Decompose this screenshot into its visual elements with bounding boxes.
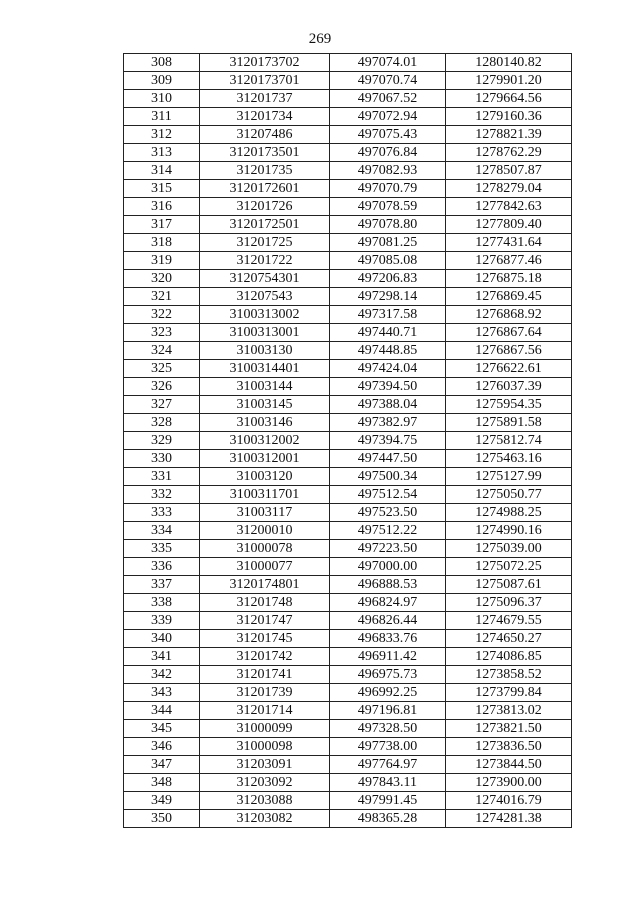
y-coordinate-cell: 1276037.39	[446, 378, 572, 396]
table-row	[124, 810, 572, 828]
point-id-cell: 3120173702	[200, 54, 330, 72]
y-coordinate-cell: 1276868.92	[446, 306, 572, 324]
row-number-cell: 325	[124, 360, 200, 378]
x-coordinate-cell: 497764.97	[330, 756, 446, 774]
x-coordinate-cell: 497394.50	[330, 378, 446, 396]
y-coordinate-cell: 1276622.61	[446, 360, 572, 378]
x-coordinate-cell: 497738.00	[330, 738, 446, 756]
point-id-cell: 31003144	[200, 378, 330, 396]
row-number-cell: 317	[124, 216, 200, 234]
y-coordinate-cell: 1279160.36	[446, 108, 572, 126]
table-row	[124, 486, 572, 504]
x-coordinate-cell: 497328.50	[330, 720, 446, 738]
x-coordinate-cell: 497317.58	[330, 306, 446, 324]
x-coordinate-cell: 497991.45	[330, 792, 446, 810]
x-coordinate-cell: 497298.14	[330, 288, 446, 306]
row-number-cell: 321	[124, 288, 200, 306]
table-row	[124, 648, 572, 666]
table-row	[124, 90, 572, 108]
y-coordinate-cell: 1275812.74	[446, 432, 572, 450]
table-row	[124, 594, 572, 612]
table-row	[124, 774, 572, 792]
table-row	[124, 324, 572, 342]
point-id-cell: 31201747	[200, 612, 330, 630]
table-row	[124, 360, 572, 378]
x-coordinate-cell: 497424.04	[330, 360, 446, 378]
table-row	[124, 702, 572, 720]
table-row	[124, 630, 572, 648]
table-row	[124, 54, 572, 72]
row-number-cell: 316	[124, 198, 200, 216]
y-coordinate-cell: 1276867.56	[446, 342, 572, 360]
row-number-cell: 338	[124, 594, 200, 612]
row-number-cell: 335	[124, 540, 200, 558]
table-row	[124, 468, 572, 486]
point-id-cell: 31201739	[200, 684, 330, 702]
coordinates-table-body	[124, 54, 572, 828]
row-number-cell: 318	[124, 234, 200, 252]
x-coordinate-cell: 497070.74	[330, 72, 446, 90]
x-coordinate-cell: 497500.34	[330, 468, 446, 486]
row-number-cell: 337	[124, 576, 200, 594]
table-row	[124, 216, 572, 234]
table-row	[124, 270, 572, 288]
x-coordinate-cell: 497512.54	[330, 486, 446, 504]
x-coordinate-cell: 497081.25	[330, 234, 446, 252]
row-number-cell: 333	[124, 504, 200, 522]
row-number-cell: 336	[124, 558, 200, 576]
point-id-cell: 31201741	[200, 666, 330, 684]
y-coordinate-cell: 1275072.25	[446, 558, 572, 576]
x-coordinate-cell: 497074.01	[330, 54, 446, 72]
row-number-cell: 308	[124, 54, 200, 72]
y-coordinate-cell: 1274650.27	[446, 630, 572, 648]
table-row	[124, 72, 572, 90]
y-coordinate-cell: 1275096.37	[446, 594, 572, 612]
x-coordinate-cell: 497440.71	[330, 324, 446, 342]
table-row	[124, 108, 572, 126]
point-id-cell: 31201734	[200, 108, 330, 126]
table-row	[124, 504, 572, 522]
x-coordinate-cell: 496975.73	[330, 666, 446, 684]
row-number-cell: 329	[124, 432, 200, 450]
row-number-cell: 322	[124, 306, 200, 324]
y-coordinate-cell: 1277842.63	[446, 198, 572, 216]
table-row	[124, 576, 572, 594]
y-coordinate-cell: 1280140.82	[446, 54, 572, 72]
x-coordinate-cell: 497388.04	[330, 396, 446, 414]
row-number-cell: 314	[124, 162, 200, 180]
point-id-cell: 31000098	[200, 738, 330, 756]
row-number-cell: 340	[124, 630, 200, 648]
point-id-cell: 3100313002	[200, 306, 330, 324]
y-coordinate-cell: 1276875.18	[446, 270, 572, 288]
table-row	[124, 720, 572, 738]
y-coordinate-cell: 1274679.55	[446, 612, 572, 630]
row-number-cell: 342	[124, 666, 200, 684]
row-number-cell: 311	[124, 108, 200, 126]
table-row	[124, 378, 572, 396]
point-id-cell: 3120172501	[200, 216, 330, 234]
point-id-cell: 31003130	[200, 342, 330, 360]
table-row	[124, 738, 572, 756]
x-coordinate-cell: 497206.83	[330, 270, 446, 288]
page-number: 269	[308, 31, 332, 47]
y-coordinate-cell: 1277431.64	[446, 234, 572, 252]
point-id-cell: 31207486	[200, 126, 330, 144]
y-coordinate-cell: 1274086.85	[446, 648, 572, 666]
y-coordinate-cell: 1275127.99	[446, 468, 572, 486]
y-coordinate-cell: 1275954.35	[446, 396, 572, 414]
point-id-cell: 3100312002	[200, 432, 330, 450]
point-id-cell: 3120172601	[200, 180, 330, 198]
row-number-cell: 341	[124, 648, 200, 666]
table-row	[124, 666, 572, 684]
y-coordinate-cell: 1278762.29	[446, 144, 572, 162]
y-coordinate-cell: 1273844.50	[446, 756, 572, 774]
row-number-cell: 339	[124, 612, 200, 630]
point-id-cell: 31003117	[200, 504, 330, 522]
y-coordinate-cell: 1275087.61	[446, 576, 572, 594]
table-row	[124, 162, 572, 180]
x-coordinate-cell: 497085.08	[330, 252, 446, 270]
x-coordinate-cell: 497078.59	[330, 198, 446, 216]
x-coordinate-cell: 496911.42	[330, 648, 446, 666]
point-id-cell: 3100314401	[200, 360, 330, 378]
row-number-cell: 313	[124, 144, 200, 162]
y-coordinate-cell: 1276877.46	[446, 252, 572, 270]
point-id-cell: 31203088	[200, 792, 330, 810]
y-coordinate-cell: 1274016.79	[446, 792, 572, 810]
table-row	[124, 144, 572, 162]
x-coordinate-cell: 497076.84	[330, 144, 446, 162]
x-coordinate-cell: 497448.85	[330, 342, 446, 360]
point-id-cell: 31003146	[200, 414, 330, 432]
point-id-cell: 3100313001	[200, 324, 330, 342]
point-id-cell: 31201714	[200, 702, 330, 720]
x-coordinate-cell: 496992.25	[330, 684, 446, 702]
y-coordinate-cell: 1275463.16	[446, 450, 572, 468]
x-coordinate-cell: 497382.97	[330, 414, 446, 432]
point-id-cell: 31201748	[200, 594, 330, 612]
table-row	[124, 234, 572, 252]
table-row	[124, 288, 572, 306]
point-id-cell: 3120173701	[200, 72, 330, 90]
y-coordinate-cell: 1278507.87	[446, 162, 572, 180]
row-number-cell: 331	[124, 468, 200, 486]
row-number-cell: 320	[124, 270, 200, 288]
row-number-cell: 328	[124, 414, 200, 432]
y-coordinate-cell: 1274281.38	[446, 810, 572, 828]
point-id-cell: 31000078	[200, 540, 330, 558]
row-number-cell: 309	[124, 72, 200, 90]
table-row	[124, 396, 572, 414]
point-id-cell: 31200010	[200, 522, 330, 540]
point-id-cell: 31201735	[200, 162, 330, 180]
y-coordinate-cell: 1273858.52	[446, 666, 572, 684]
point-id-cell: 3100312001	[200, 450, 330, 468]
y-coordinate-cell: 1273799.84	[446, 684, 572, 702]
table-row	[124, 252, 572, 270]
row-number-cell: 349	[124, 792, 200, 810]
row-number-cell: 348	[124, 774, 200, 792]
x-coordinate-cell: 496824.97	[330, 594, 446, 612]
table-row	[124, 342, 572, 360]
table-row	[124, 522, 572, 540]
point-id-cell: 31203092	[200, 774, 330, 792]
row-number-cell: 324	[124, 342, 200, 360]
y-coordinate-cell: 1275891.58	[446, 414, 572, 432]
x-coordinate-cell: 497000.00	[330, 558, 446, 576]
row-number-cell: 347	[124, 756, 200, 774]
table-row	[124, 540, 572, 558]
point-id-cell: 3100311701	[200, 486, 330, 504]
row-number-cell: 312	[124, 126, 200, 144]
row-number-cell: 319	[124, 252, 200, 270]
point-id-cell: 31201722	[200, 252, 330, 270]
table-row	[124, 432, 572, 450]
x-coordinate-cell: 497078.80	[330, 216, 446, 234]
point-id-cell: 31201745	[200, 630, 330, 648]
row-number-cell: 332	[124, 486, 200, 504]
table-row	[124, 180, 572, 198]
x-coordinate-cell: 498365.28	[330, 810, 446, 828]
table-row	[124, 198, 572, 216]
x-coordinate-cell: 496833.76	[330, 630, 446, 648]
table-row	[124, 558, 572, 576]
table-row	[124, 756, 572, 774]
x-coordinate-cell: 497075.43	[330, 126, 446, 144]
x-coordinate-cell: 497523.50	[330, 504, 446, 522]
y-coordinate-cell: 1273836.50	[446, 738, 572, 756]
point-id-cell: 31000099	[200, 720, 330, 738]
x-coordinate-cell: 497072.94	[330, 108, 446, 126]
row-number-cell: 323	[124, 324, 200, 342]
y-coordinate-cell: 1274990.16	[446, 522, 572, 540]
y-coordinate-cell: 1278821.39	[446, 126, 572, 144]
x-coordinate-cell: 497843.11	[330, 774, 446, 792]
coordinates-table	[123, 53, 572, 828]
y-coordinate-cell: 1275039.00	[446, 540, 572, 558]
table-row	[124, 684, 572, 702]
table-row	[124, 792, 572, 810]
y-coordinate-cell: 1273900.00	[446, 774, 572, 792]
row-number-cell: 334	[124, 522, 200, 540]
point-id-cell: 31203091	[200, 756, 330, 774]
point-id-cell: 31201737	[200, 90, 330, 108]
table-row	[124, 450, 572, 468]
point-id-cell: 3120173501	[200, 144, 330, 162]
point-id-cell: 31201742	[200, 648, 330, 666]
y-coordinate-cell: 1277809.40	[446, 216, 572, 234]
point-id-cell: 31000077	[200, 558, 330, 576]
x-coordinate-cell: 497082.93	[330, 162, 446, 180]
row-number-cell: 330	[124, 450, 200, 468]
point-id-cell: 31207543	[200, 288, 330, 306]
row-number-cell: 326	[124, 378, 200, 396]
y-coordinate-cell: 1279901.20	[446, 72, 572, 90]
table-row	[124, 414, 572, 432]
y-coordinate-cell: 1275050.77	[446, 486, 572, 504]
point-id-cell: 31201726	[200, 198, 330, 216]
x-coordinate-cell: 497512.22	[330, 522, 446, 540]
table-row	[124, 126, 572, 144]
point-id-cell: 3120174801	[200, 576, 330, 594]
x-coordinate-cell: 497070.79	[330, 180, 446, 198]
y-coordinate-cell: 1278279.04	[446, 180, 572, 198]
point-id-cell: 31003145	[200, 396, 330, 414]
row-number-cell: 315	[124, 180, 200, 198]
point-id-cell: 3120754301	[200, 270, 330, 288]
row-number-cell: 346	[124, 738, 200, 756]
point-id-cell: 31201725	[200, 234, 330, 252]
x-coordinate-cell: 496826.44	[330, 612, 446, 630]
table-row	[124, 306, 572, 324]
row-number-cell: 350	[124, 810, 200, 828]
x-coordinate-cell: 497067.52	[330, 90, 446, 108]
row-number-cell: 343	[124, 684, 200, 702]
row-number-cell: 327	[124, 396, 200, 414]
x-coordinate-cell: 497223.50	[330, 540, 446, 558]
x-coordinate-cell: 496888.53	[330, 576, 446, 594]
x-coordinate-cell: 497447.50	[330, 450, 446, 468]
y-coordinate-cell: 1273821.50	[446, 720, 572, 738]
x-coordinate-cell: 497196.81	[330, 702, 446, 720]
y-coordinate-cell: 1276869.45	[446, 288, 572, 306]
row-number-cell: 345	[124, 720, 200, 738]
y-coordinate-cell: 1279664.56	[446, 90, 572, 108]
row-number-cell: 344	[124, 702, 200, 720]
row-number-cell: 310	[124, 90, 200, 108]
point-id-cell: 31203082	[200, 810, 330, 828]
x-coordinate-cell: 497394.75	[330, 432, 446, 450]
y-coordinate-cell: 1276867.64	[446, 324, 572, 342]
point-id-cell: 31003120	[200, 468, 330, 486]
table-row	[124, 612, 572, 630]
y-coordinate-cell: 1273813.02	[446, 702, 572, 720]
y-coordinate-cell: 1274988.25	[446, 504, 572, 522]
